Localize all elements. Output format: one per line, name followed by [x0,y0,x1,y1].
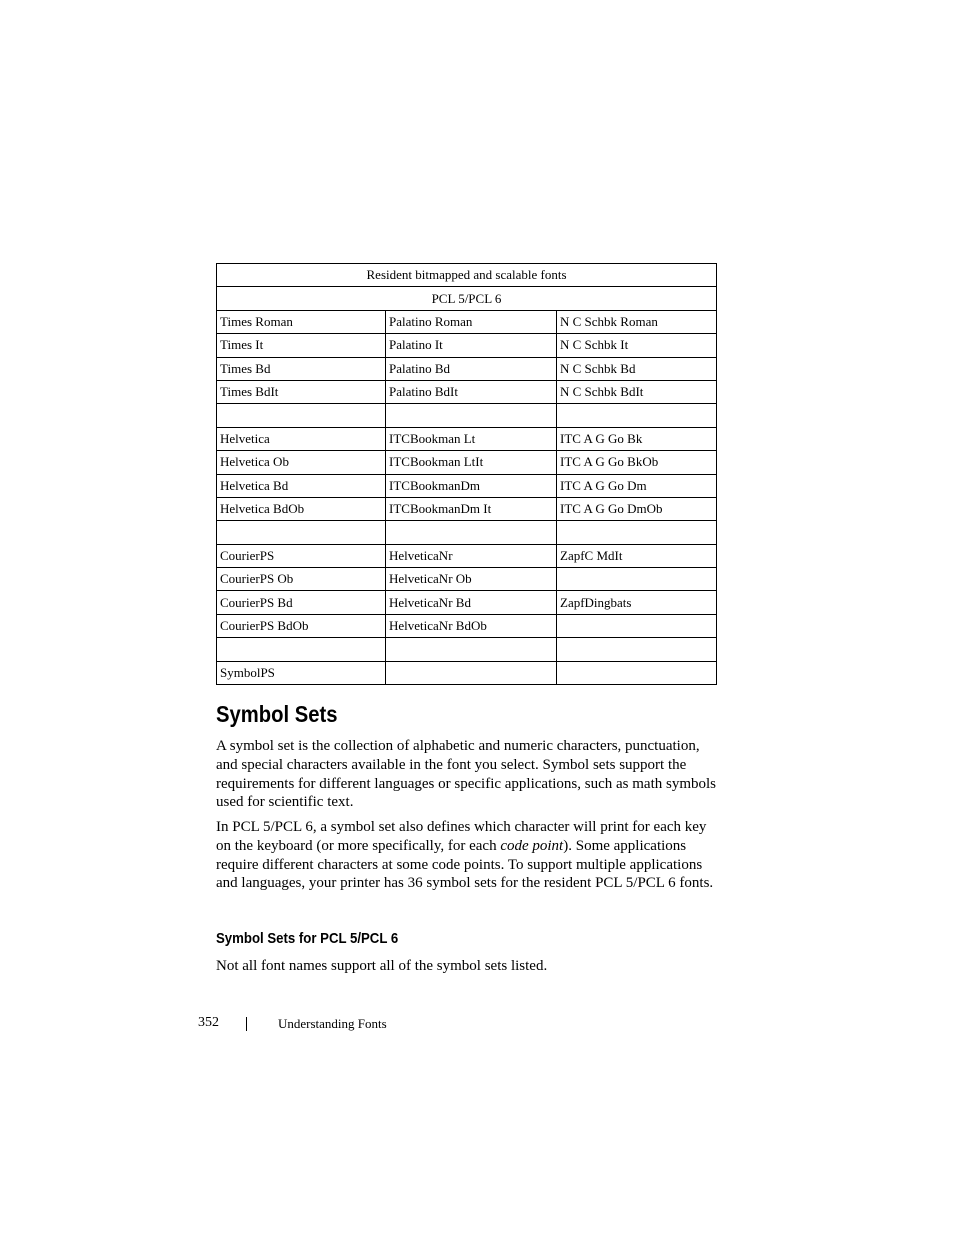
table-row [217,591,717,614]
font-cell: ITCBookman LtIt [386,451,557,474]
font-cell: ITC A G Go BkOb [557,451,717,474]
font-cell: ITC A G Go DmOb [557,497,717,520]
font-cell: Helvetica Bd [217,474,386,497]
font-cell: Times It [217,334,386,357]
font-cell [386,404,557,427]
font-cell: CourierPS Bd [217,591,386,614]
table-title: Resident bitmapped and scalable fonts [217,264,717,287]
table-row [217,334,717,357]
font-cell: CourierPS [217,544,386,567]
font-cell: ITCBookmanDm [386,474,557,497]
font-cell: ITCBookman Lt [386,427,557,450]
table-row [217,404,717,427]
font-cell: Times Roman [217,310,386,333]
font-cell: ITC A G Go Bk [557,427,717,450]
footer-chapter-title: Understanding Fonts [278,1016,387,1031]
font-cell: N C Schbk It [557,334,717,357]
table-row [217,638,717,661]
table-row [217,614,717,637]
font-cell: Palatino It [386,334,557,357]
font-cell: HelveticaNr [386,544,557,567]
table-row [217,568,717,591]
paragraph-symbol-set-definition: A symbol set is the collection of alphabetic and numeric characters, punctuation, and special characters available in the font you select. Symbol sets support the requirements for different languages or specific applications, such as math symbols used for scientific text. [216,738,716,811]
font-cell: SymbolPS [217,661,386,684]
table-row [217,357,717,380]
paragraph-font-support-note: Not all font names support all of the symbol sets listed. [216,958,548,974]
subsection-heading: Symbol Sets for PCL 5/PCL 6 [216,930,399,947]
table-row [217,474,717,497]
font-cell: N C Schbk Bd [557,357,717,380]
font-cell: N C Schbk BdIt [557,380,717,403]
font-cell [557,404,717,427]
font-cell: N C Schbk Roman [557,310,717,333]
font-cell [557,661,717,684]
font-cell: Palatino BdIt [386,380,557,403]
table-subtitle: PCL 5/PCL 6 [217,287,717,310]
font-cell [217,638,386,661]
page-number: 352 [198,1015,219,1030]
paragraph-symbol-set-pcl [216,818,721,893]
font-cell [557,521,717,544]
font-cell: CourierPS BdOb [217,614,386,637]
table-title-row [217,264,717,287]
table-row [217,521,717,544]
table-subtitle-row [217,287,717,310]
font-cell [557,638,717,661]
page-footer [0,1015,954,1035]
font-cell: ZapfDingbats [557,591,717,614]
font-cell [386,521,557,544]
font-cell: Helvetica BdOb [217,497,386,520]
font-cell: Helvetica [217,427,386,450]
emphasis-code-point: code point [500,837,564,854]
table-row [217,380,717,403]
font-cell [386,638,557,661]
font-cell: ITCBookmanDm It [386,497,557,520]
table-row [217,544,717,567]
font-cell: HelveticaNr Ob [386,568,557,591]
font-cell: Helvetica Ob [217,451,386,474]
font-cell [557,568,717,591]
font-cell [217,521,386,544]
font-cell: Palatino Roman [386,310,557,333]
font-cell: HelveticaNr BdOb [386,614,557,637]
table-row [217,451,717,474]
footer-separator [246,1017,247,1031]
font-table-body [217,264,717,685]
section-heading: Symbol Sets [216,701,338,727]
paragraph-text: ). Some applications require different characters at some code points. To support multiple applications and languages, your printer has 36 symbol sets for the resident PCL 5/PCL 6 fonts. [216,837,714,892]
resident-fonts-table [216,263,717,685]
font-cell: Times Bd [217,357,386,380]
table-row [217,427,717,450]
font-cell [217,404,386,427]
table-row [217,310,717,333]
table-row [217,661,717,684]
font-cell [386,661,557,684]
font-cell: HelveticaNr Bd [386,591,557,614]
font-cell: CourierPS Ob [217,568,386,591]
font-cell: Times BdIt [217,380,386,403]
paragraph-text: In PCL 5/PCL 6, a symbol set also defines which character will print for each key on the keyboard (or more specifically, for each [216,819,707,854]
font-cell: ITC A G Go Dm [557,474,717,497]
font-cell: ZapfC MdIt [557,544,717,567]
font-cell: Palatino Bd [386,357,557,380]
font-cell [557,614,717,637]
table-row [217,497,717,520]
